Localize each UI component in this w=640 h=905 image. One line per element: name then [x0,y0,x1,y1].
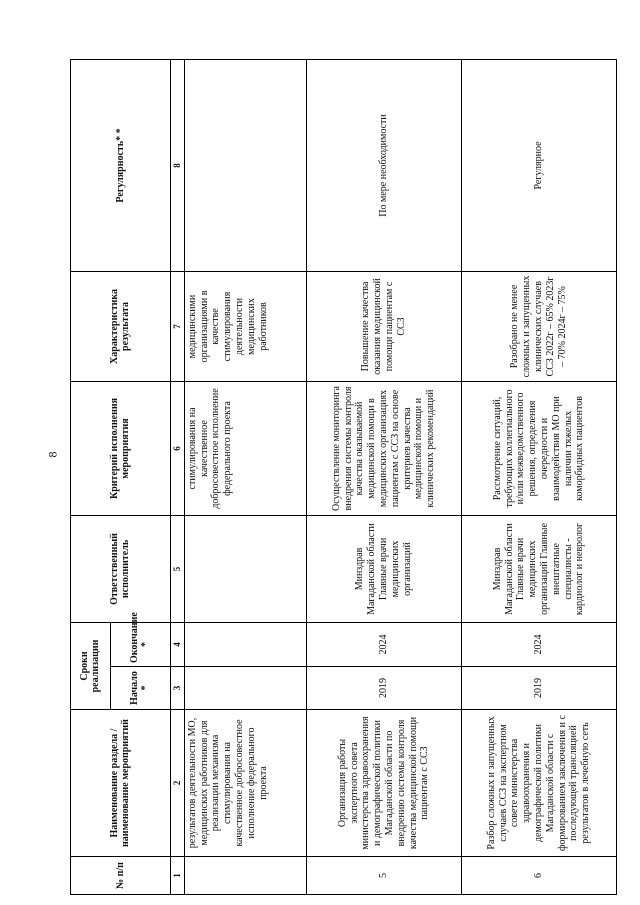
column-number: 6 [170,381,184,515]
row-num: 5 [306,857,461,895]
column-number: 4 [170,622,184,666]
row-regularity: По мере необходимости [306,59,461,271]
row-regularity: Регулярное [461,59,616,271]
row-end: 2024 [461,622,616,666]
header-result: Характеристика результата [71,271,171,381]
header-start: Начало * [110,667,170,710]
row-responsible [184,515,306,622]
header-criterion: Критерий исполнения мероприятия [71,381,171,515]
measures-table [70,59,617,895]
table-row [461,59,616,894]
header-end: Окончание * [110,622,170,666]
row-num: 6 [461,857,616,895]
row-criterion: Осуществление мониторинга внедрения системы контроля качества оказываемой медицинской помощи в медицинских организациях пациентам с ССЗ на основе критериев качества медицинской помощи и клинических рекомендаций [306,381,461,515]
row-start: 2019 [306,667,461,710]
row-responsible: Минздрав Магаданской области Главные врачи медицинских организаций [306,515,461,622]
column-number-row [170,59,184,894]
row-criterion: Рассмотрение ситуаций, требующих коллегиального и/или межведомственного решения, определения очередности и взаимодействия МО при наличии тяжелых коморбидных пациентов [461,381,616,515]
row-result: Повышение качества оказания медицинской помощи пациентам с ССЗ [306,271,461,381]
row-start: 2019 [461,667,616,710]
row-regularity [184,59,306,271]
row-criterion: стимулирования на качественное добросовестное исполнение федерального проекта [184,381,306,515]
row-end [184,622,306,666]
column-number: 1 [170,857,184,895]
row-name: результатов деятельности МО, медицинских работников для реализации механизма стимулирования на качественное добросовестное исполнение федерального проекта [184,710,306,857]
column-number: 7 [170,271,184,381]
row-name: Разбор сложных и запущенных случаев ССЗ на экспертном совете министерства здравоохранения и демографической политики Магаданской области с формированием заключения и с последующей трансляцией результатов в лечебную сеть [461,710,616,857]
table-row [306,59,461,894]
row-start [184,667,306,710]
row-num [184,857,306,895]
row-responsible: Минздрав Магаданской области Главные врачи медицинских организаций Главные внештатные специалисты - кардиолог и невролог [461,515,616,622]
header-name: Наименование раздела /наименование мероприятий [71,710,171,857]
row-result: Разобрано не менее сложных и запущенных клинических случаев ССЗ 2022г – 65% 2023г – 70% 2024г – 75% [461,271,616,381]
header-row [71,59,111,894]
header-num: № п/п [71,857,171,895]
column-number: 3 [170,667,184,710]
page-number: 8 [45,451,60,458]
table-row [184,59,306,894]
row-result: медицинскими организациями в качестве стимулирования деятельности медицинских работников [184,271,306,381]
row-name: Организация работы экспертного совета министерства здравоохранения и демографической политики Магаданской области по внедрению системы контроля качества медицинской помощи пациентам с ССЗ [306,710,461,857]
header-terms: Сроки реализации [71,622,111,709]
header-responsible: Ответственный исполнитель [71,515,171,622]
column-number: 2 [170,710,184,857]
row-end: 2024 [306,622,461,666]
header-regularity: Регулярность* * [71,59,171,271]
column-number: 5 [170,515,184,622]
column-number: 8 [170,59,184,271]
rotated-page [70,60,617,895]
